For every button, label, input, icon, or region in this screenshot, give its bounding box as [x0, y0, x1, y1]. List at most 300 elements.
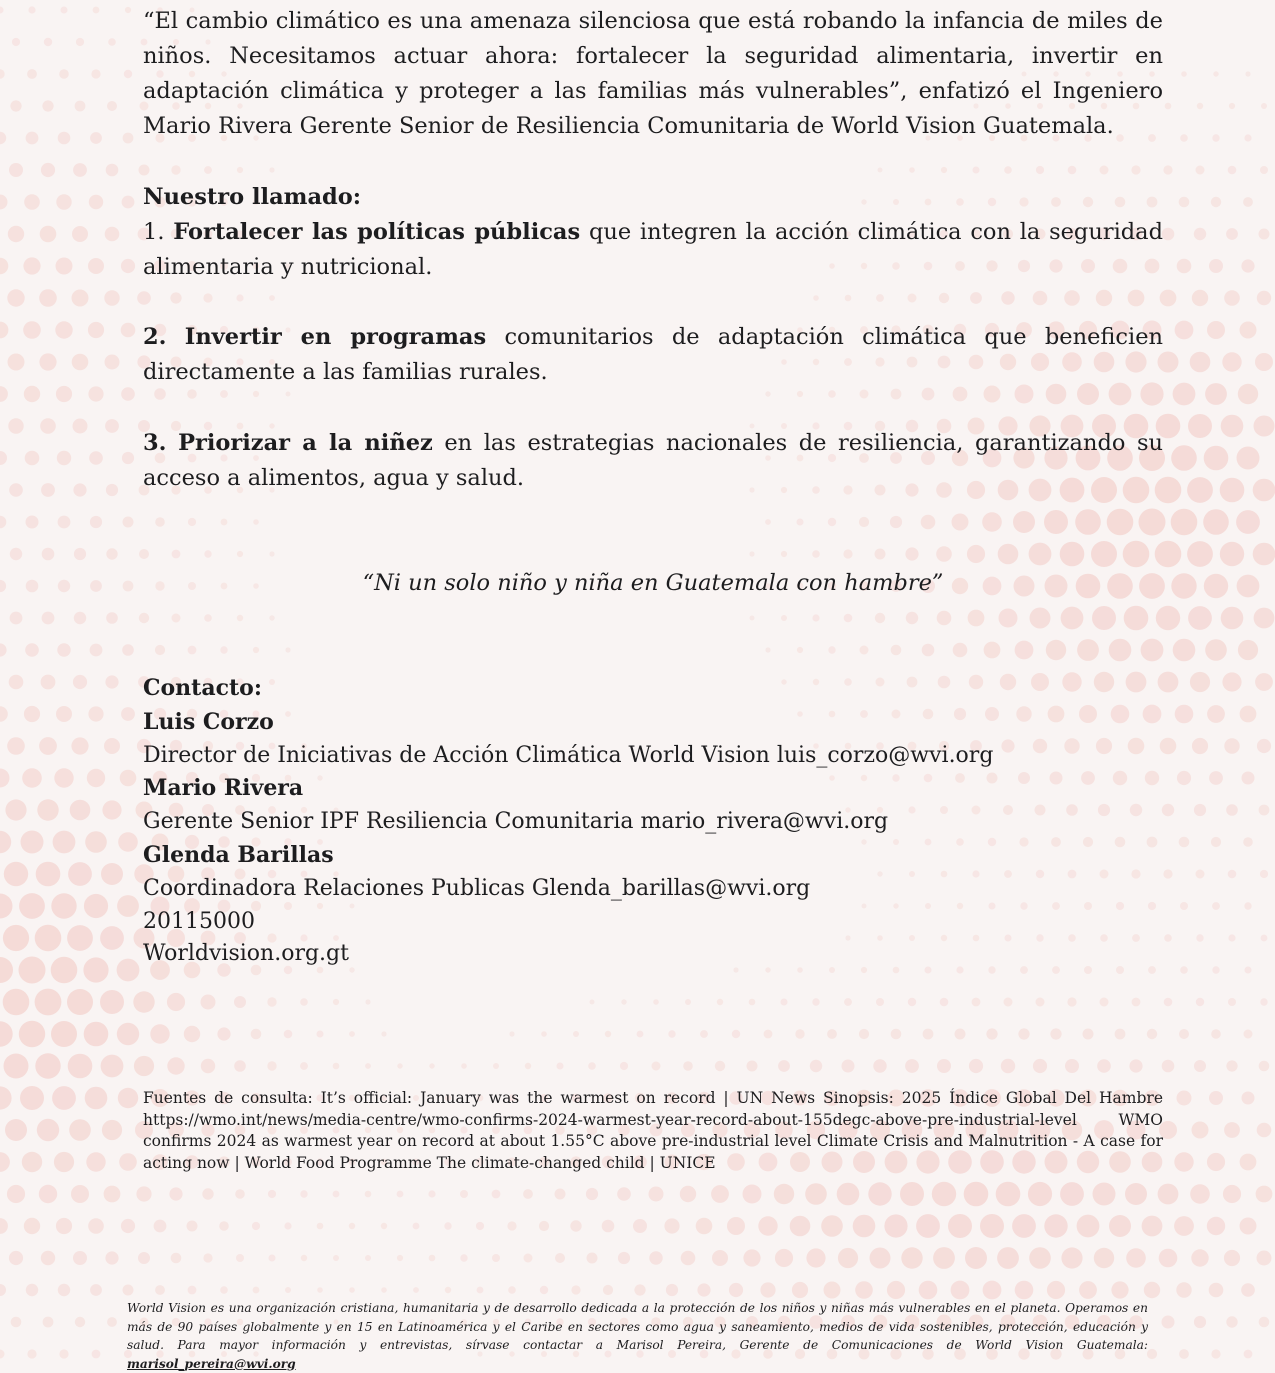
halftone-dot: [1205, 383, 1227, 405]
halftone-dot: [891, 645, 902, 656]
halftone-dot: [413, 1223, 420, 1230]
halftone-dot: [89, 451, 103, 465]
halftone-dot: [878, 168, 883, 173]
halftone-dot: [1240, 1218, 1257, 1235]
contact-role: Director de Iniciativas de Acción Climática World Vision luis_corzo@wvi.org: [143, 742, 994, 768]
halftone-dot: [104, 738, 120, 754]
halftone-dot: [10, 548, 22, 560]
halftone-dot: [44, 38, 52, 46]
halftone-dot: [1226, 1316, 1237, 1327]
halftone-dot: [167, 993, 185, 1011]
halftone-dot: [69, 1119, 91, 1141]
halftone-dot: [1221, 415, 1244, 438]
halftone-dot: [680, 1186, 696, 1202]
halftone-dot: [909, 167, 915, 173]
halftone-dot: [875, 613, 885, 623]
contact-name: Luis Corzo: [143, 708, 274, 735]
halftone-dot: [749, 551, 754, 556]
halftone-dot: [0, 386, 8, 402]
halftone-dot: [1228, 166, 1237, 175]
halftone-dot: [37, 799, 58, 820]
halftone-dot: [1015, 641, 1034, 660]
halftone-dot: [444, 1222, 451, 1229]
halftone-dot: [59, 69, 69, 79]
halftone-dot: [1100, 166, 1109, 175]
halftone-dot: [28, 6, 35, 13]
halftone-dot: [155, 645, 165, 655]
halftone-dot: [0, 1021, 13, 1046]
halftone-dot: [39, 1185, 57, 1203]
halftone-dot: [1244, 1350, 1253, 1359]
halftone-dot: [1061, 607, 1084, 630]
halftone-dot: [649, 1187, 664, 1202]
halftone-dot: [792, 1282, 808, 1298]
halftone-dot: [1109, 1215, 1131, 1237]
halftone-dot: [683, 1061, 693, 1071]
halftone-dot: [202, 1188, 213, 1199]
halftone-dot: [1004, 166, 1012, 174]
halftone-dot: [1128, 290, 1145, 307]
halftone-dot: [107, 1317, 117, 1327]
halftone-dot: [123, 581, 134, 592]
halftone-dot: [73, 675, 87, 689]
halftone-dot: [1125, 1183, 1147, 1205]
halftone-dot: [1190, 352, 1211, 373]
halftone-dot: [1180, 966, 1188, 974]
halftone-dot: [26, 580, 39, 593]
halftone-dot: [571, 1285, 580, 1294]
halftone-dot: [1013, 511, 1035, 533]
halftone-dot: [937, 1059, 951, 1073]
halftone-dot: [0, 1350, 5, 1359]
halftone-dot: [1205, 639, 1227, 661]
halftone-dot: [906, 612, 918, 624]
halftone-dot: [891, 389, 902, 400]
halftone-dot: [1012, 1214, 1036, 1238]
halftone-dot: [951, 1281, 970, 1300]
halftone-dot: [101, 863, 123, 885]
halftone-dot: [460, 1254, 467, 1261]
halftone-dot: [0, 7, 4, 14]
halftone-dot: [21, 831, 44, 854]
halftone-dot: [23, 321, 41, 339]
halftone-dot: [8, 354, 25, 371]
halftone-dot: [1194, 1316, 1206, 1328]
halftone-dot: [0, 769, 10, 788]
halftone-dot: [821, 1215, 843, 1237]
halftone-dot: [727, 1217, 745, 1235]
halftone-dot: [125, 7, 131, 13]
halftone-dot: [843, 549, 852, 558]
halftone-dot: [1212, 134, 1219, 141]
halftone-dot: [234, 996, 246, 1008]
halftone-dot: [221, 519, 228, 526]
halftone-dot: [1244, 1030, 1253, 1039]
halftone-dot: [269, 295, 275, 301]
halftone-dot: [1068, 166, 1077, 175]
halftone-dot: [1238, 640, 1258, 660]
halftone-dot: [219, 1221, 229, 1231]
halftone-dot: [1123, 541, 1150, 568]
halftone-dot: [72, 226, 88, 242]
halftone-dot: [139, 165, 150, 176]
halftone-dot: [73, 163, 87, 177]
halftone-dot: [588, 1062, 596, 1070]
halftone-dot: [253, 1287, 260, 1294]
halftone-dot: [42, 548, 55, 561]
halftone-dot: [286, 392, 291, 397]
halftone-dot: [56, 258, 73, 275]
halftone-dot: [71, 737, 88, 754]
contact-phone: 20115000: [143, 908, 255, 934]
halftone-dot: [1028, 1182, 1052, 1206]
halftone-dot: [124, 70, 132, 78]
halftone-dot: [1255, 353, 1273, 371]
halftone-dot: [1060, 1182, 1084, 1206]
halftone-dot: [172, 614, 181, 623]
halftone-dot: [1033, 291, 1048, 306]
halftone-dot: [104, 1186, 121, 1203]
halftone-dot: [9, 483, 23, 497]
halftone-dot: [952, 514, 969, 531]
halftone-dot: [1242, 1092, 1255, 1105]
halftone-dot: [653, 999, 659, 1005]
halftone-dot: [121, 387, 135, 401]
halftone-dot: [0, 516, 6, 529]
halftone-dot: [586, 1188, 598, 1200]
halftone-dot: [237, 615, 243, 621]
halftone-dot: [868, 1182, 891, 1205]
halftone-dot: [875, 549, 886, 560]
halftone-dot: [717, 999, 723, 1005]
halftone-dot: [860, 390, 869, 399]
halftone-dot: [797, 647, 803, 653]
halftone-dot: [251, 1029, 262, 1040]
halftone-dot: [1207, 321, 1225, 339]
halftone-dot: [1224, 1250, 1240, 1266]
halftone-dot: [61, 7, 68, 14]
halftone-dot: [891, 1029, 902, 1040]
halftone-dot: [1094, 1248, 1114, 1268]
halftone-dot: [617, 1187, 631, 1201]
halftone-dot: [827, 1029, 837, 1039]
halftone-dot: [88, 322, 104, 338]
halftone-dot: [1177, 259, 1192, 274]
halftone-dot: [236, 294, 243, 301]
halftone-dot: [1047, 1281, 1065, 1299]
halftone-dot: [37, 1119, 59, 1141]
halftone-dot: [90, 1284, 102, 1296]
halftone-dot: [300, 1190, 307, 1197]
halftone-dot: [743, 1249, 760, 1266]
halftone-dot: [5, 799, 26, 820]
halftone-dot: [1260, 166, 1268, 174]
halftone-dot: [1222, 352, 1241, 371]
halftone-dot: [169, 1187, 182, 1200]
halftone-dot: [824, 1282, 841, 1299]
halftone-dot: [54, 768, 73, 787]
halftone-dot: [1174, 1216, 1194, 1236]
halftone-dot: [39, 289, 57, 307]
halftone-dot: [1190, 1184, 1210, 1204]
halftone-dot: [284, 1222, 291, 1229]
halftone-dot: [1220, 542, 1244, 566]
halftone-dot: [220, 1286, 228, 1294]
halftone-dot: [74, 548, 86, 560]
halftone-dot: [493, 1063, 499, 1069]
halftone-dot: [908, 998, 916, 1006]
halftone-dot: [7, 289, 24, 306]
halftone-dot: [1242, 772, 1255, 785]
halftone-dot: [39, 737, 57, 755]
halftone-dot: [333, 999, 339, 1005]
halftone-dot: [1194, 1060, 1206, 1072]
halftone-dot: [203, 293, 212, 302]
halftone-dot: [53, 831, 76, 854]
halftone-dot: [0, 1086, 12, 1109]
halftone-dot: [1207, 1217, 1225, 1235]
halftone-dot: [84, 1022, 109, 1047]
halftone-dot: [429, 1255, 436, 1262]
halftone-dot: [775, 1249, 793, 1267]
halftone-dot: [982, 512, 1002, 532]
halftone-dot: [365, 999, 370, 1004]
halftone-dot: [1129, 1059, 1142, 1072]
halftone-dot: [349, 1223, 355, 1229]
halftone-dot: [1229, 103, 1235, 109]
halftone-dot: [805, 1183, 827, 1205]
halftone-dot: [1209, 771, 1223, 785]
halftone-dot: [887, 1281, 905, 1299]
halftone-dot: [838, 1248, 858, 1268]
halftone-dot: [20, 1086, 44, 1110]
halftone-dot: [1237, 575, 1260, 598]
halftone-dot: [136, 1186, 151, 1201]
halftone-dot: [317, 1223, 324, 1230]
halftone-dot: [1243, 837, 1253, 847]
halftone-dot: [587, 1253, 598, 1264]
halftone-dot: [996, 1182, 1021, 1207]
halftone-dot: [1224, 738, 1239, 753]
halftone-dot: [1194, 228, 1206, 240]
halftone-dot: [236, 1254, 244, 1262]
halftone-dot: [1213, 71, 1218, 76]
halftone-dot: [285, 1287, 291, 1293]
halftone-dot: [1240, 706, 1257, 723]
halftone-dot: [525, 1063, 531, 1069]
halftone-dot: [1254, 608, 1275, 629]
halftone-dot: [4, 862, 28, 886]
halftone-dot: [253, 519, 259, 525]
halftone-dot: [905, 1059, 919, 1073]
halftone-dot: [905, 547, 918, 560]
contact-role: Gerente Senior IPF Resiliencia Comunitaria mario_rivera@wvi.org: [143, 809, 889, 835]
halftone-dot: [523, 1189, 533, 1199]
halftone-dot: [204, 166, 212, 174]
halftone-dot: [1209, 1091, 1223, 1105]
halftone-dot: [220, 646, 227, 653]
halftone-dot: [89, 195, 103, 209]
halftone-dot: [765, 519, 771, 525]
halftone-dot: [58, 516, 71, 529]
halftone-dot: [42, 612, 55, 625]
halftone-dot: [1204, 446, 1229, 471]
halftone-dot: [26, 516, 39, 529]
halftone-dot: [765, 391, 770, 396]
halftone-dot: [712, 1250, 728, 1266]
halftone-dot: [39, 353, 56, 370]
halftone-dot: [921, 515, 936, 530]
halftone-dot: [91, 69, 100, 78]
halftone-dot: [24, 706, 40, 722]
halftone-dot: [102, 1120, 122, 1140]
halftone-dot: [133, 991, 154, 1012]
halftone-dot: [139, 549, 149, 559]
halftone-dot: [67, 925, 93, 951]
halftone-dot: [1259, 805, 1270, 816]
halftone-dot: [90, 516, 102, 528]
halftone-dot: [365, 1255, 371, 1261]
halftone-dot: [711, 1185, 729, 1203]
halftone-dot: [74, 612, 86, 624]
halftone-dot: [781, 999, 788, 1006]
halftone-dot: [1044, 1214, 1067, 1237]
halftone-dot: [203, 1253, 212, 1262]
halftone-dot: [1188, 606, 1212, 630]
halftone-dot: [58, 580, 70, 592]
halftone-dot: [397, 1255, 403, 1261]
halftone-dot: [24, 194, 40, 210]
halftone-dot: [121, 1219, 135, 1233]
halftone-dot: [35, 925, 62, 952]
halftone-dot: [23, 257, 40, 274]
halftone-dot: [1126, 1248, 1146, 1268]
halftone-dot: [743, 1185, 762, 1204]
halftone-dot: [73, 483, 86, 496]
halftone-dot: [0, 1152, 10, 1172]
halftone-dot: [1261, 103, 1267, 109]
halftone-dot: [118, 832, 138, 852]
halftone-dot: [1188, 414, 1212, 438]
halftone-dot: [9, 1251, 23, 1265]
halftone-dot: [1180, 134, 1188, 142]
contact-role: Coordinadora Relaciones Publicas Glenda_barillas@wvi.org: [143, 875, 811, 901]
halftone-dot: [940, 998, 949, 1007]
halftone-dot: [1179, 197, 1190, 208]
halftone-dot: [1132, 998, 1141, 1007]
halftone-dot: [201, 995, 216, 1010]
halftone-dot: [1100, 998, 1109, 1007]
halftone-dot: [88, 258, 104, 274]
halftone-dot: [5, 1119, 27, 1141]
halftone-dot: [778, 1060, 790, 1072]
halftone-dot: [1077, 1215, 1100, 1238]
halftone-dot: [253, 647, 259, 653]
halftone-dot: [187, 1221, 198, 1232]
halftone-dot: [26, 1284, 38, 1296]
halftone-dot: [0, 580, 6, 592]
halftone-dot: [1065, 1059, 1079, 1073]
halftone-dot: [1207, 1153, 1225, 1171]
halftone-dot: [108, 38, 116, 46]
halftone-dot: [1163, 869, 1172, 878]
halftone-dot: [696, 1218, 713, 1235]
halftone-dot: [1257, 1123, 1272, 1138]
halftone-dot: [269, 615, 274, 620]
halftone-dot: [923, 1029, 934, 1040]
halftone-dot: [1147, 1349, 1157, 1359]
halftone-dot: [220, 390, 228, 398]
halftone-dot: [859, 1029, 869, 1039]
halftone-dot: [1255, 673, 1273, 691]
halftone-dot: [139, 613, 149, 623]
halftone-dot: [837, 1183, 860, 1206]
halftone-dot: [105, 1251, 118, 1264]
halftone-dot: [381, 1287, 387, 1293]
halftone-dot: [1162, 804, 1174, 816]
footer-email-link[interactable]: marisol_pereira@wvi.org: [127, 1356, 296, 1371]
halftone-dot: [1187, 477, 1213, 503]
halftone-dot: [51, 1021, 77, 1047]
halftone-dot: [870, 1248, 891, 1269]
halftone-dot: [1177, 1091, 1192, 1106]
halftone-dot: [1159, 1249, 1178, 1268]
halftone-dot: [765, 647, 770, 652]
halftone-dot: [0, 1218, 8, 1234]
halftone-dot: [764, 1030, 773, 1039]
halftone-dot: [117, 959, 140, 982]
halftone-dot: [1124, 606, 1149, 631]
halftone-dot: [76, 38, 84, 46]
halftone-dot: [51, 957, 78, 984]
halftone-dot: [1171, 509, 1198, 536]
contact-block: [143, 672, 1163, 971]
halftone-dot: [1083, 1029, 1094, 1040]
halftone-dot: [397, 1191, 404, 1198]
halftone-dot: [1179, 1349, 1189, 1359]
halftone-dot: [40, 226, 57, 243]
halftone-dot: [1238, 384, 1258, 404]
halftone-dot: [85, 831, 107, 853]
halftone-dot: [1179, 837, 1190, 848]
call-item-2: 2. Invertir en programas comunitarios de adaptación climática que beneficien directamente a las familias rurales.: [143, 324, 1164, 385]
halftone-dot: [477, 1287, 484, 1294]
halftone-dot: [58, 1284, 70, 1296]
halftone-dot: [747, 1061, 758, 1072]
halftone-dot: [828, 646, 835, 653]
halftone-dot: [204, 550, 211, 557]
halftone-dot: [1192, 290, 1208, 306]
halftone-dot: [83, 957, 108, 982]
halftone-dot: [57, 451, 71, 465]
halftone-dot: [269, 551, 274, 556]
halftone-dot: [117, 895, 139, 917]
halftone-dot: [167, 1057, 184, 1074]
halftone-dot: [301, 1255, 307, 1261]
halftone-dot: [155, 517, 165, 527]
halftone-dot: [72, 290, 89, 307]
halftone-dot: [93, 7, 100, 14]
halftone-dot: [806, 1248, 825, 1267]
halftone-dot: [0, 894, 13, 919]
halftone-dot: [901, 1247, 922, 1268]
halftone-dot: [1211, 197, 1221, 207]
halftone-dot: [1197, 103, 1203, 109]
halftone-dot: [87, 769, 105, 787]
halftone-dot: [27, 69, 37, 79]
halftone-dot: [171, 1253, 182, 1264]
halftone-dot: [634, 1284, 645, 1295]
